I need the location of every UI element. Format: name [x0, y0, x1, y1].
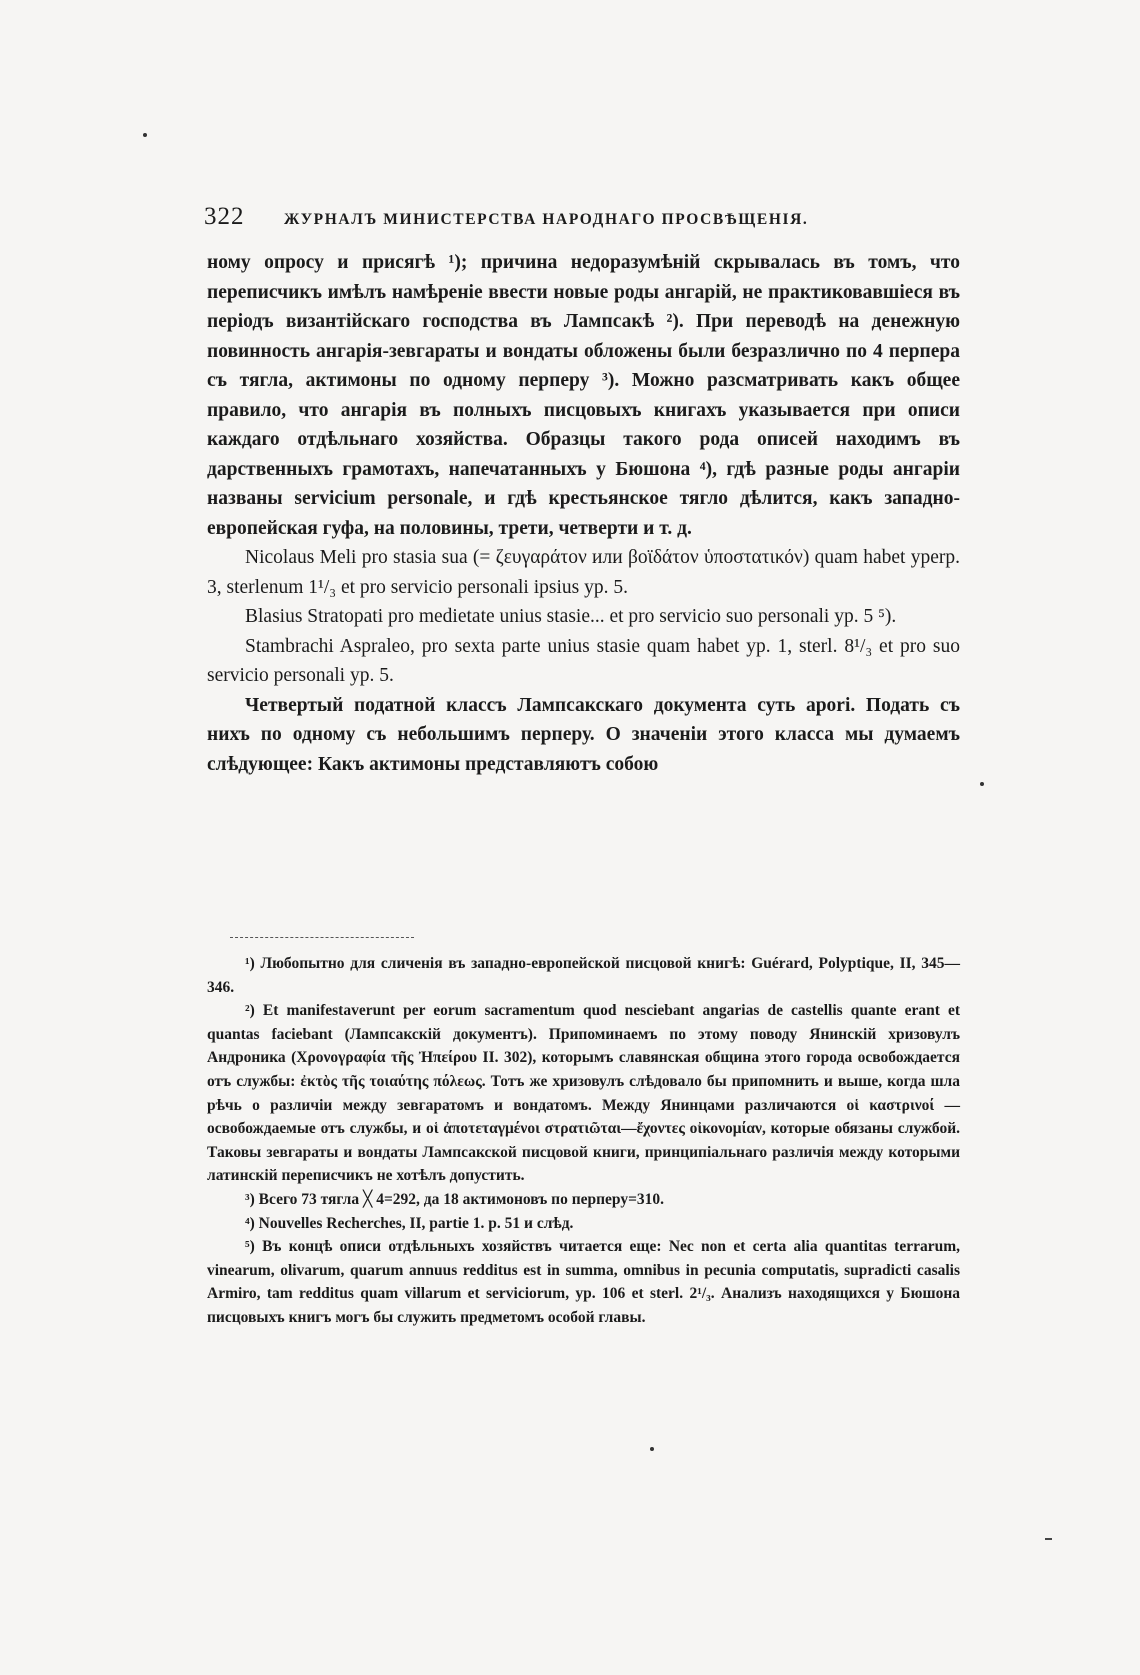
paragraph-5: Четвертый податной классъ Лампсакскаго документа суть apori. Подать съ нихъ по одному съ небольшимъ перперу. О значеніи этого класса мы думаемъ слѣдующее: Какъ актимоны представляютъ собою: [207, 694, 960, 775]
footnote-3: ³) Всего 73 тягла ╳ 4=292, да 18 актимоновъ по перперу=310.: [245, 1190, 665, 1208]
footnote-2: ²) Et manifestaverunt per eorum sacramentum quod nesciebant angarias de castellis quante erant et quantas faciebant (Лампсакскій документъ). Припоминаемъ по этому поводу Янинскій хризовулъ Андроника (Χρονογραφία τῆς Ἠπείρου II. 302), которымъ славянская община этого города освобождается отъ службы: ἐκτὸς τῆς τοιαύτης πόλεως. Тотъ же хризовулъ слѣдовало бы припомнить и выше, когда шла рѣчь о различіи между зевгаратомъ и вондатомъ. Между Янинцами различаются οἱ καστρινοί — освобождаемые отъ службы, и οἱ ἀποτεταγμένοι στρατιῶται—ἔχοντες οἰκονομίαν, которые обязаны службой. Таковы зевгараты и вондаты Лампсакской писцовой книги, принципіальнаго различія между которыми латинскій переписчикъ не хотѣлъ допустить.: [207, 1002, 960, 1185]
footnote-4: ⁴) Nouvelles Recherches, II, partie 1. p. 51 и слѣд.: [245, 1214, 574, 1232]
paragraph-3-latin-quote: Blasius Stratopati pro medietate unius stasie... et pro servicio suo personali yp. 5 ⁵).: [245, 606, 897, 627]
running-head: ЖУРНАЛЪ МИНИСТЕРСТВА НАРОДНАГО ПРОСВѢЩЕНІЯ.: [284, 211, 809, 228]
footnote-5: ⁵) Въ концѣ описи отдѣльныхъ хозяйствъ читается еще: Nec non et certa alia quantitas terrarum, vinearum, olivarum, quarum annuus redditus est in summa, omnibus in pecunia computatis, supradicti casalis Armiro, tam redditus quam villarum et serviciorum, yp. 106 et sterl. 2¹/₃. Анализъ находящихся у Бюшона писцовыхъ книгъ могъ бы служить предметомъ особой главы.: [207, 1238, 960, 1326]
page-number: 322: [204, 203, 245, 230]
scan-speck: [980, 782, 984, 786]
paragraph-4-latin-quote: Stambrachi Aspraleo, pro sexta parte unius stasie quam habet yp. 1, sterl. 8¹/₃ et pro suo servicio personali yp. 5.: [207, 635, 960, 686]
scan-speck: [650, 1447, 654, 1451]
footnote-1: ¹) Любопытно для сличенія въ западно-европейской писцовой книгѣ: Guérard, Polyptique, II, 345—346.: [207, 955, 960, 996]
scan-speck: [143, 133, 147, 137]
page-header: [204, 203, 961, 237]
paragraph-1: ному опросу и присягѣ ¹); причина недоразумѣній скрывалась въ томъ, что переписчикъ имѣлъ намѣреніе ввести новые роды ангарій, не практиковавшіеся въ періодъ византійскаго господства въ Лампсакѣ ²). При переводѣ на денежную повинность ангарія-зевгараты и вондаты обложены были безразлично по 4 перпера съ тягла, актимоны по одному перперу ³). Можно разсматривать какъ общее правило, что ангарія въ полныхъ писцовыхъ книгахъ указывается при описи каждаго отдѣльнаго хозяйства. Образцы такого рода описей находимъ въ дарственныхъ грамотахъ, напечатанныхъ у Бюшона ⁴), гдѣ разные роды ангаріи названы servicium personale, и гдѣ крестьянское тягло дѣлится, какъ западно-европейская гуфа, на половины, трети, четверти и т. д.: [207, 252, 960, 539]
paragraph-2-latin-quote: Nicolaus Meli pro stasia sua (= ζευγαράτον или βοϊδάτον ὑποστατικόν) quam habet yperp. 3, sterlenum 1¹/₃ et pro servicio personali ipsius yp. 5.: [207, 547, 960, 598]
scan-mark: [1045, 1538, 1052, 1540]
footnotes: [207, 952, 960, 1330]
footnote-separator: [230, 937, 414, 938]
main-text: [207, 248, 960, 779]
